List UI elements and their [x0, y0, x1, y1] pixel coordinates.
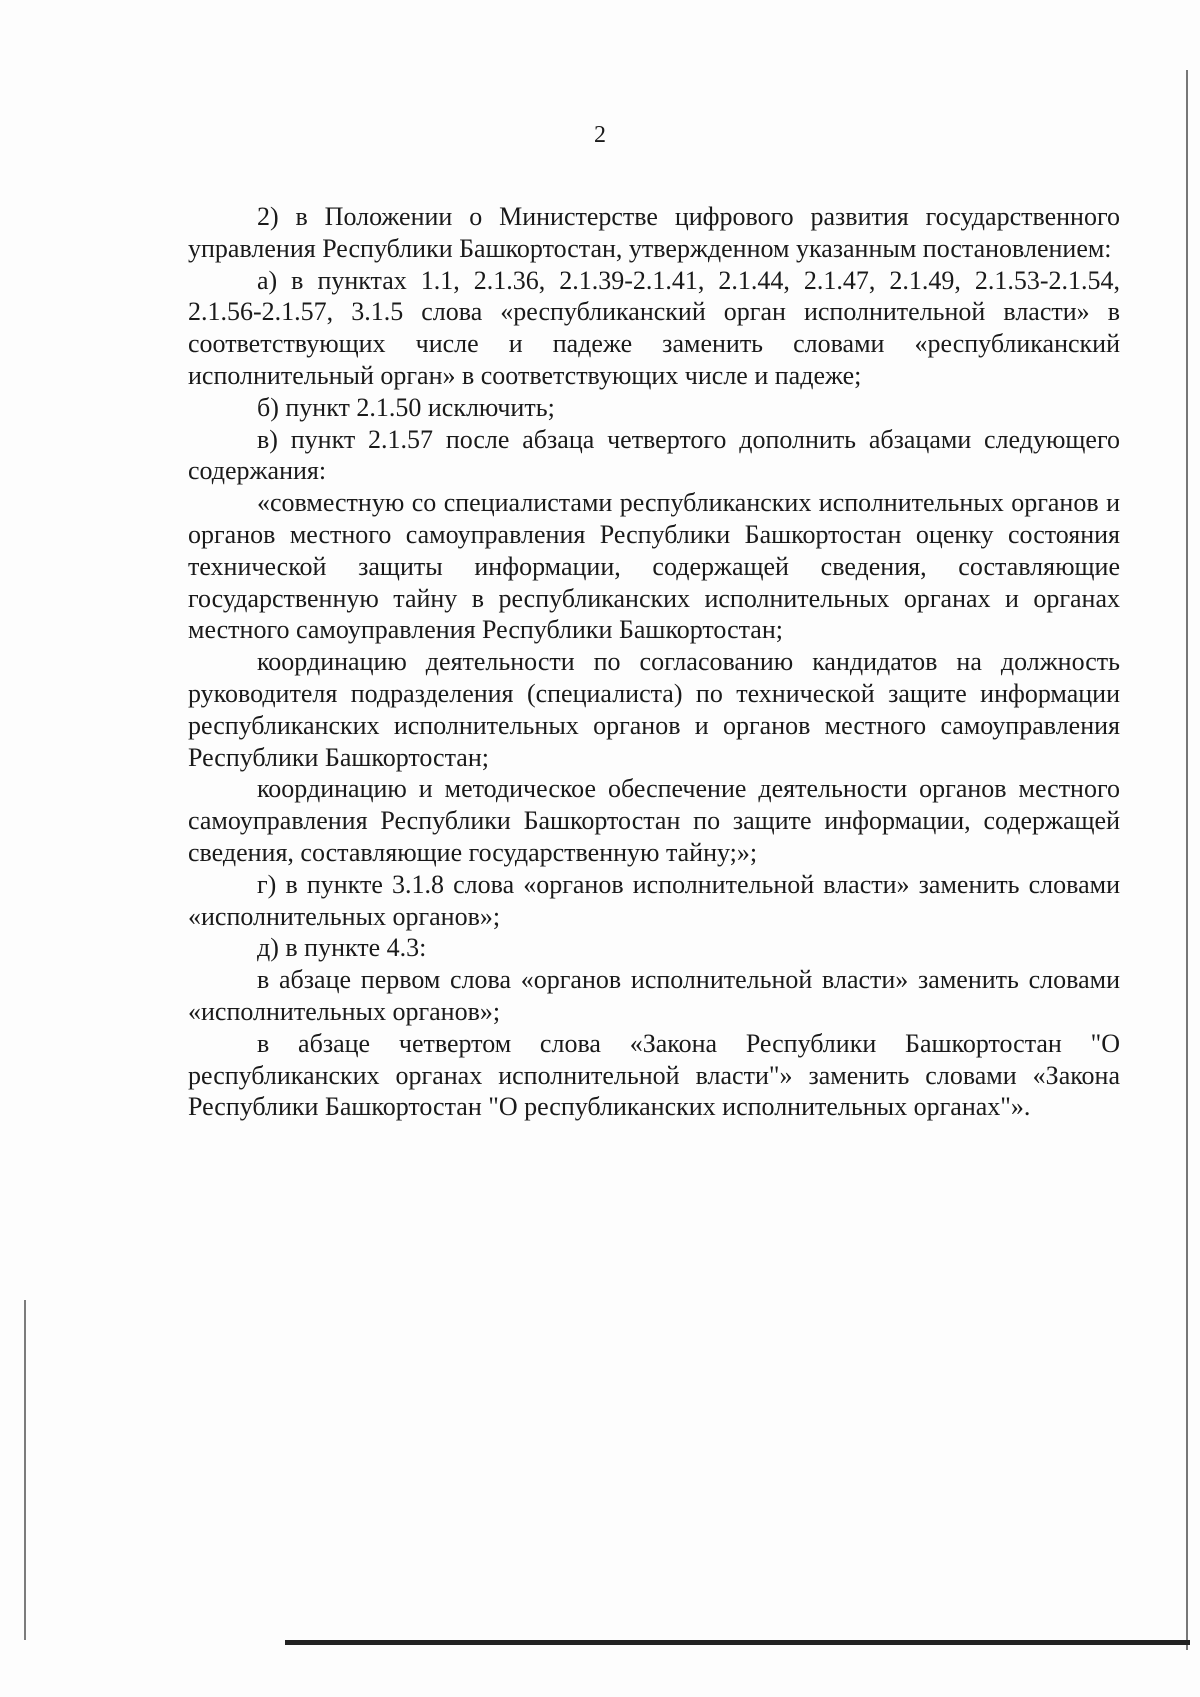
scan-edge-left — [24, 1300, 26, 1640]
document-body — [188, 201, 1120, 1123]
paragraph-subitem-v: в) пункт 2.1.57 после абзаца четвертого дополнить абзацами следующего содержания: — [188, 424, 1120, 486]
paragraph-subitem-d: д) в пункте 4.3: — [257, 933, 427, 963]
scan-edge-bottom — [285, 1640, 1190, 1645]
paragraph-subitem-b: б) пункт 2.1.50 исключить; — [257, 392, 555, 422]
paragraph-item-2: 2) в Положении о Министерстве цифрового развития государственного управления Республики Башкортостан, утвержденном указанным постановлением: — [188, 202, 1120, 263]
paragraph-subitem-d-2: в абзаце четвертом слова «Закона Республики Башкортостан "О республиканских органах исполнительной власти"» заменить словами «Закона Республики Башкортостан "О республиканских исполнительных органах"». — [188, 1028, 1120, 1122]
page-number: 2 — [594, 122, 606, 148]
inserted-paragraph-2: координацию деятельности по согласованию кандидатов на должность руководителя подразделения (специалиста) по технической защите информации республиканских исполнительных органов и органов местного самоуправления Республики Башкортостан; — [188, 647, 1120, 772]
paragraph-subitem-g: г) в пункте 3.1.8 слова «органов исполнительной власти» заменить словами «исполнительных органов»; — [188, 869, 1120, 931]
scan-edge-right — [1186, 70, 1188, 1650]
paragraph-subitem-a: а) в пунктах 1.1, 2.1.36, 2.1.39-2.1.41, 2.1.44, 2.1.47, 2.1.49, 2.1.53-2.1.54, 2.1.56-2.1.57, 3.1.5 слова «республиканский орган исполнительной власти» в соответствующих числе и падеже заменить словами «республиканский исполнительный орган» в соответствующих числе и падеже; — [188, 265, 1120, 390]
paragraph-subitem-d-1: в абзаце первом слова «органов исполнительной власти» заменить словами «исполнительных органов»; — [188, 965, 1120, 1026]
inserted-paragraph-3: координацию и методическое обеспечение деятельности органов местного самоуправления Республики Башкортостан по защите информации, содержащей сведения, составляющие государственную тайну;»; — [188, 774, 1120, 867]
inserted-paragraph-1: «совместную со специалистами республиканских исполнительных органов и органов местного самоуправления Республики Башкортостан оценку состояния технической защиты информации, содержащей сведения, составляющие государственную тайну в республиканских исполнительных органах и органах местного самоуправления Республики Башкортостан; — [188, 488, 1120, 645]
